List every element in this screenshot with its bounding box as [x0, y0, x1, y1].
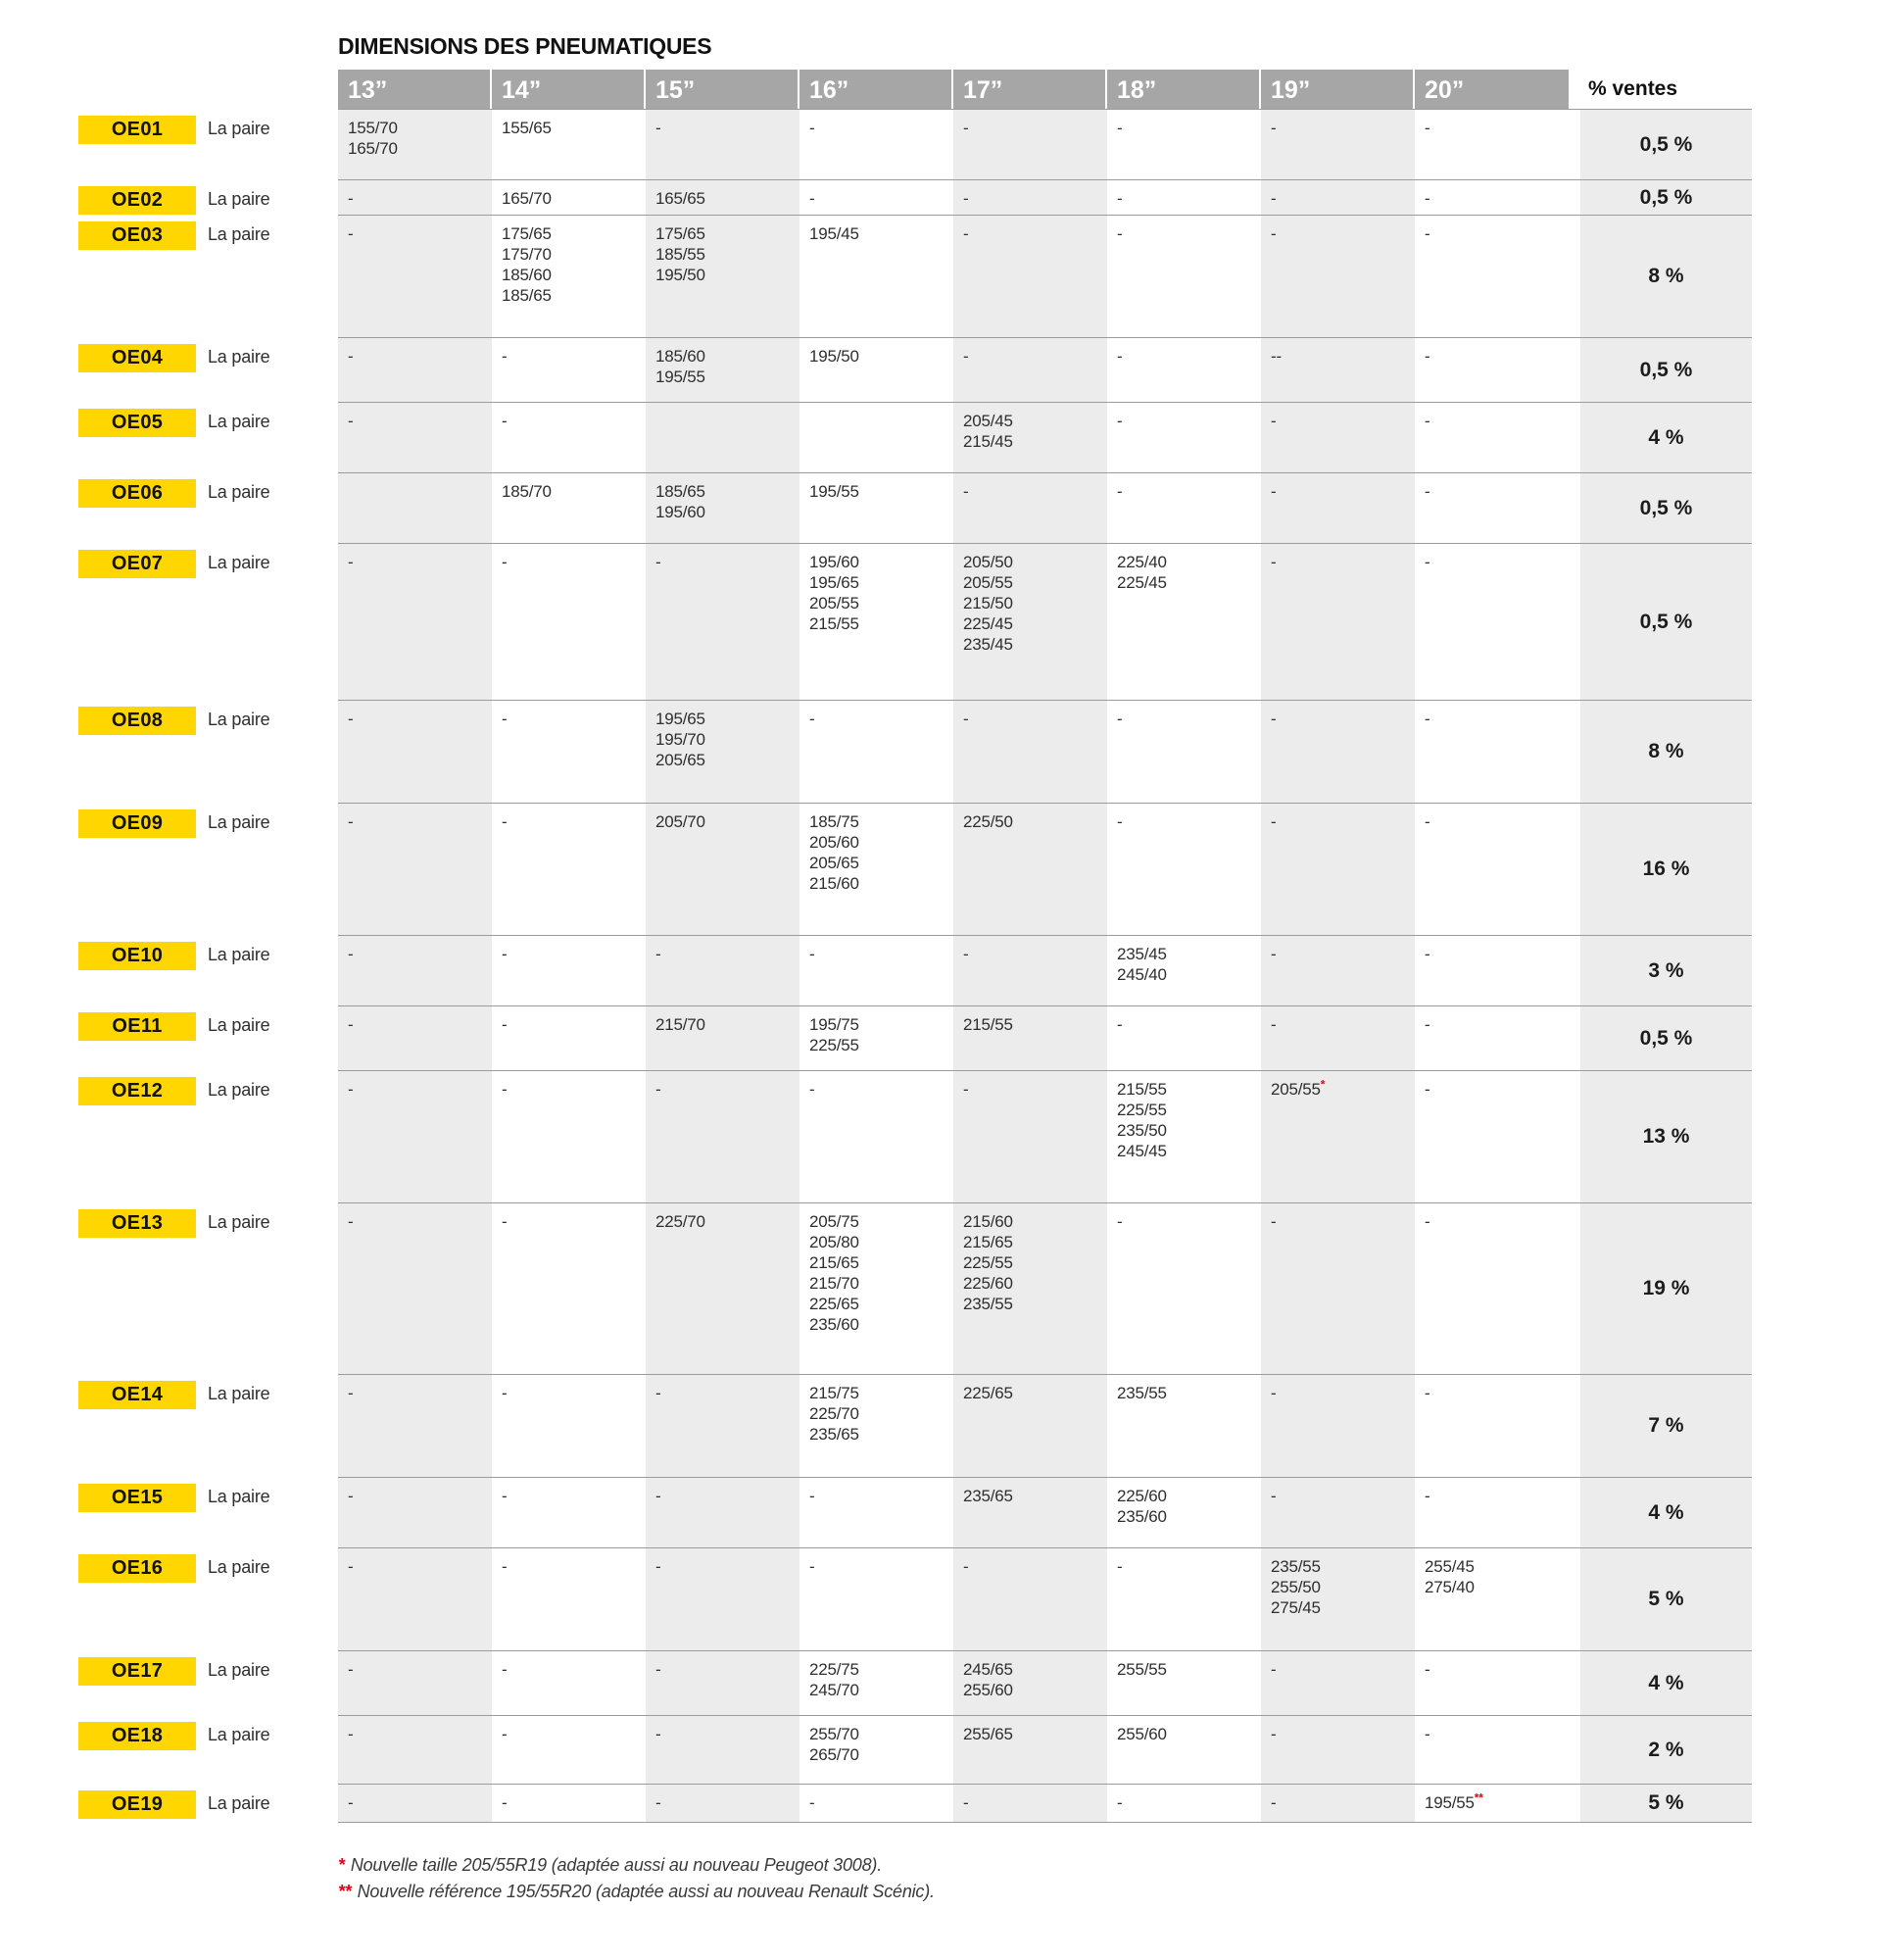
size-cell: -	[953, 935, 1107, 1005]
row-label	[78, 1374, 338, 1477]
size-cell: 225/60 235/60	[1107, 1477, 1261, 1547]
column-gap	[1569, 215, 1580, 337]
header-gap	[1569, 70, 1580, 109]
sales-header: % ventes	[1580, 70, 1752, 109]
size-cell: -	[1415, 1005, 1569, 1070]
size-cell: -	[1261, 179, 1415, 215]
size-header-16: 16”	[799, 70, 953, 109]
sales-cell: 19 %	[1580, 1202, 1752, 1374]
size-cell: -	[1415, 700, 1569, 803]
size-cell: -	[799, 935, 953, 1005]
size-cell: -	[338, 700, 492, 803]
pair-label: La paire	[208, 189, 270, 209]
size-cell: -	[338, 1477, 492, 1547]
size-header-14: 14”	[492, 70, 646, 109]
product-code-badge: OE18	[78, 1722, 196, 1750]
size-header-20: 20”	[1415, 70, 1569, 109]
footnote-marker: **	[1474, 1790, 1483, 1805]
size-cell: -	[338, 179, 492, 215]
size-cell: -	[1107, 337, 1261, 402]
size-cell: -	[492, 935, 646, 1005]
column-gap	[1569, 1650, 1580, 1715]
size-cell: 215/55 225/55 235/50 245/45	[1107, 1070, 1261, 1202]
size-cell: -	[953, 337, 1107, 402]
size-cell: 195/55	[799, 472, 953, 543]
column-gap	[1569, 1202, 1580, 1374]
table-row	[78, 337, 1752, 402]
product-code-badge: OE13	[78, 1209, 196, 1238]
table-row	[78, 1374, 1752, 1477]
size-cell: 225/65	[953, 1374, 1107, 1477]
footnote-line: ** Nouvelle référence 195/55R20 (adaptée aussi au nouveau Renault Scénic).	[338, 1882, 935, 1901]
size-cell: 225/75 245/70	[799, 1650, 953, 1715]
size-cell: -	[646, 1650, 799, 1715]
product-code-badge: OE14	[78, 1381, 196, 1409]
size-cell: -	[1415, 109, 1569, 179]
size-cell: -	[492, 1202, 646, 1374]
column-gap	[1569, 700, 1580, 803]
size-header-19: 19”	[1261, 70, 1415, 109]
size-cell: -	[1107, 179, 1261, 215]
size-cell: 165/65	[646, 179, 799, 215]
row-label	[78, 1202, 338, 1374]
table-row	[78, 402, 1752, 472]
pair-label: La paire	[208, 1080, 270, 1100]
size-cell: -	[1261, 1715, 1415, 1784]
size-cell: -	[1261, 1477, 1415, 1547]
size-cell: -	[338, 1547, 492, 1650]
footnote-line: * Nouvelle taille 205/55R19 (adaptée aussi au nouveau Peugeot 3008).	[338, 1855, 883, 1875]
size-cell	[799, 402, 953, 472]
size-cell: -	[1107, 109, 1261, 179]
row-label	[78, 1070, 338, 1202]
size-cell: 195/45	[799, 215, 953, 337]
pair-label: La paire	[208, 1015, 270, 1035]
sales-cell: 0,5 %	[1580, 179, 1752, 215]
size-cell: -	[1261, 1650, 1415, 1715]
size-cell: -	[338, 803, 492, 935]
product-code-badge: OE04	[78, 344, 196, 372]
size-cell: 255/55	[1107, 1650, 1261, 1715]
row-label	[78, 472, 338, 543]
size-cell: -	[338, 1005, 492, 1070]
size-cell	[338, 472, 492, 543]
size-cell: -	[338, 1784, 492, 1823]
size-cell: -	[1107, 700, 1261, 803]
sales-cell: 0,5 %	[1580, 543, 1752, 700]
column-gap	[1569, 1374, 1580, 1477]
size-cell: -	[1415, 935, 1569, 1005]
pair-label: La paire	[208, 482, 270, 502]
size-cell: 215/60 215/65 225/55 225/60 235/55	[953, 1202, 1107, 1374]
size-cell: -	[492, 1784, 646, 1823]
product-code-badge: OE17	[78, 1657, 196, 1686]
pair-label: La paire	[208, 412, 270, 431]
table-row	[78, 1547, 1752, 1650]
row-label	[78, 543, 338, 700]
sales-cell: 5 %	[1580, 1547, 1752, 1650]
size-cell: -	[1107, 1005, 1261, 1070]
size-cell: -	[338, 1374, 492, 1477]
size-cell: 175/65 185/55 195/50	[646, 215, 799, 337]
size-cell: -	[1261, 109, 1415, 179]
size-cell: 205/55*	[1261, 1070, 1415, 1202]
size-cell: -	[1415, 1070, 1569, 1202]
size-cell: -	[799, 1784, 953, 1823]
product-code-badge: OE08	[78, 707, 196, 735]
page-title: DIMENSIONS DES PNEUMATIQUES	[338, 33, 712, 59]
table-row	[78, 1070, 1752, 1202]
size-cell: 165/70	[492, 179, 646, 215]
footnote-marker: *	[338, 1855, 345, 1875]
size-cell: -	[953, 109, 1107, 179]
size-cell: -	[799, 1070, 953, 1202]
table-row	[78, 1650, 1752, 1715]
product-code-badge: OE11	[78, 1012, 196, 1041]
product-code-badge: OE02	[78, 186, 196, 215]
row-label	[78, 179, 338, 215]
size-header-15: 15”	[646, 70, 799, 109]
size-cell: -	[646, 1070, 799, 1202]
size-cell: -	[492, 1374, 646, 1477]
row-label	[78, 1784, 338, 1823]
size-cell: -	[492, 1547, 646, 1650]
product-code-badge: OE12	[78, 1077, 196, 1105]
size-cell: 205/70	[646, 803, 799, 935]
table-row	[78, 935, 1752, 1005]
size-cell: -	[492, 1005, 646, 1070]
size-cell: 205/45 215/45	[953, 402, 1107, 472]
size-header-18: 18”	[1107, 70, 1261, 109]
sales-cell: 8 %	[1580, 700, 1752, 803]
size-cell: 255/65	[953, 1715, 1107, 1784]
row-label	[78, 215, 338, 337]
size-cell: 195/60 195/65 205/55 215/55	[799, 543, 953, 700]
size-cell: -	[1415, 215, 1569, 337]
sales-cell: 4 %	[1580, 1650, 1752, 1715]
size-cell: -	[338, 1070, 492, 1202]
header-spacer	[78, 70, 338, 109]
pair-label: La paire	[208, 1384, 270, 1403]
size-cell: -	[1261, 1784, 1415, 1823]
product-code-badge: OE07	[78, 550, 196, 578]
row-label	[78, 109, 338, 179]
size-cell: -	[492, 1070, 646, 1202]
size-cell: -	[646, 1784, 799, 1823]
size-cell: -	[1261, 935, 1415, 1005]
size-cell: -	[953, 1784, 1107, 1823]
size-cell: -	[799, 1477, 953, 1547]
size-cell: -	[646, 109, 799, 179]
column-gap	[1569, 1477, 1580, 1547]
column-gap	[1569, 472, 1580, 543]
size-cell: 175/65 175/70 185/60 185/65	[492, 215, 646, 337]
column-gap	[1569, 1784, 1580, 1823]
size-cell: -	[338, 402, 492, 472]
size-cell: 195/75 225/55	[799, 1005, 953, 1070]
size-cell: -	[338, 1650, 492, 1715]
pair-label: La paire	[208, 1793, 270, 1813]
table-row	[78, 1784, 1752, 1823]
size-cell: -	[1415, 803, 1569, 935]
size-cell: -	[338, 1715, 492, 1784]
sales-cell: 13 %	[1580, 1070, 1752, 1202]
size-cell: -	[953, 472, 1107, 543]
size-cell: -	[1415, 1650, 1569, 1715]
size-cell: -	[1107, 402, 1261, 472]
size-cell: 245/65 255/60	[953, 1650, 1107, 1715]
size-cell: -	[1415, 337, 1569, 402]
size-cell: 185/60 195/55	[646, 337, 799, 402]
size-cell: 215/75 225/70 235/65	[799, 1374, 953, 1477]
size-cell: 185/65 195/60	[646, 472, 799, 543]
size-cell: 215/70	[646, 1005, 799, 1070]
size-cell: -	[1415, 1374, 1569, 1477]
size-cell: 225/40 225/45	[1107, 543, 1261, 700]
column-gap	[1569, 109, 1580, 179]
size-cell: -	[1107, 1784, 1261, 1823]
size-cell: -	[1107, 215, 1261, 337]
size-cell: -	[1261, 803, 1415, 935]
column-gap	[1569, 179, 1580, 215]
sales-cell: 4 %	[1580, 1477, 1752, 1547]
size-cell: -	[1415, 1202, 1569, 1374]
size-cell: -	[1415, 179, 1569, 215]
row-label	[78, 803, 338, 935]
size-cell: -	[646, 1547, 799, 1650]
size-cell: -	[1107, 1202, 1261, 1374]
pair-label: La paire	[208, 553, 270, 572]
size-cell: -	[492, 1477, 646, 1547]
pair-label: La paire	[208, 347, 270, 367]
row-label	[78, 1715, 338, 1784]
size-cell: -	[338, 1202, 492, 1374]
size-cell: -	[1415, 543, 1569, 700]
size-cell: 195/65 195/70 205/65	[646, 700, 799, 803]
size-cell: -	[953, 1547, 1107, 1650]
pair-label: La paire	[208, 1557, 270, 1577]
size-cell: -	[1107, 803, 1261, 935]
sales-cell: 5 %	[1580, 1784, 1752, 1823]
sales-cell: 0,5 %	[1580, 1005, 1752, 1070]
column-gap	[1569, 803, 1580, 935]
size-cell: 235/55 255/50 275/45	[1261, 1547, 1415, 1650]
size-cell: 185/70	[492, 472, 646, 543]
table-row	[78, 472, 1752, 543]
pair-label: La paire	[208, 1487, 270, 1506]
size-cell: -	[799, 1547, 953, 1650]
size-cell: -	[646, 1374, 799, 1477]
size-cell: 215/55	[953, 1005, 1107, 1070]
size-cell: 235/55	[1107, 1374, 1261, 1477]
size-cell: -	[492, 1715, 646, 1784]
product-code-badge: OE01	[78, 116, 196, 144]
size-header-17: 17”	[953, 70, 1107, 109]
row-label	[78, 1477, 338, 1547]
size-cell: 225/50	[953, 803, 1107, 935]
column-gap	[1569, 402, 1580, 472]
size-cell: -	[492, 700, 646, 803]
sales-cell: 3 %	[1580, 935, 1752, 1005]
row-label	[78, 402, 338, 472]
footnote-marker: **	[338, 1882, 352, 1901]
row-label	[78, 700, 338, 803]
size-cell: -	[799, 109, 953, 179]
size-cell: 155/70 165/70	[338, 109, 492, 179]
size-cell: 255/60	[1107, 1715, 1261, 1784]
size-cell: -	[1261, 543, 1415, 700]
size-cell: -	[338, 337, 492, 402]
size-cell: -	[338, 935, 492, 1005]
column-gap	[1569, 1547, 1580, 1650]
size-cell: 195/55**	[1415, 1784, 1569, 1823]
sales-cell: 0,5 %	[1580, 337, 1752, 402]
pair-label: La paire	[208, 1660, 270, 1680]
row-label	[78, 1547, 338, 1650]
size-cell: 155/65	[492, 109, 646, 179]
sales-cell: 2 %	[1580, 1715, 1752, 1784]
size-cell: -	[1261, 700, 1415, 803]
size-cell: -	[338, 543, 492, 700]
size-cell: -	[1261, 215, 1415, 337]
size-cell: 255/45 275/40	[1415, 1547, 1569, 1650]
sales-cell: 8 %	[1580, 215, 1752, 337]
column-gap	[1569, 1070, 1580, 1202]
product-code-badge: OE03	[78, 221, 196, 250]
size-cell: -	[646, 1715, 799, 1784]
table-row	[78, 1477, 1752, 1547]
pair-label: La paire	[208, 224, 270, 244]
size-cell: -	[492, 402, 646, 472]
product-code-badge: OE16	[78, 1554, 196, 1583]
sales-cell: 0,5 %	[1580, 109, 1752, 179]
size-cell: -	[1415, 1477, 1569, 1547]
size-cell: -	[799, 179, 953, 215]
size-cell: -	[953, 215, 1107, 337]
size-cell: -	[1415, 472, 1569, 543]
pair-label: La paire	[208, 119, 270, 138]
tyre-dimensions-table	[78, 70, 1752, 1823]
row-label	[78, 1650, 338, 1715]
size-cell: -	[953, 179, 1107, 215]
size-header-13: 13”	[338, 70, 492, 109]
footnotes	[338, 1852, 1889, 1905]
sales-cell: 4 %	[1580, 402, 1752, 472]
table-row	[78, 1202, 1752, 1374]
table-row	[78, 1005, 1752, 1070]
table-row	[78, 700, 1752, 803]
size-cell: -	[1107, 472, 1261, 543]
table-row	[78, 803, 1752, 935]
size-cell: 195/50	[799, 337, 953, 402]
row-label	[78, 337, 338, 402]
sales-cell: 0,5 %	[1580, 472, 1752, 543]
size-cell: 235/65	[953, 1477, 1107, 1547]
sales-cell: 7 %	[1580, 1374, 1752, 1477]
table-header-row	[78, 70, 1752, 109]
pair-label: La paire	[208, 945, 270, 964]
size-cell: -	[1107, 1547, 1261, 1650]
table-row	[78, 179, 1752, 215]
table-row	[78, 109, 1752, 179]
product-code-badge: OE05	[78, 409, 196, 437]
table-row	[78, 543, 1752, 700]
product-code-badge: OE15	[78, 1484, 196, 1512]
size-cell: --	[1261, 337, 1415, 402]
size-cell: 205/50 205/55 215/50 225/45 235/45	[953, 543, 1107, 700]
size-cell: -	[1261, 1374, 1415, 1477]
column-gap	[1569, 935, 1580, 1005]
product-code-badge: OE19	[78, 1790, 196, 1819]
size-cell: -	[1261, 1005, 1415, 1070]
table-row	[78, 1715, 1752, 1784]
column-gap	[1569, 1715, 1580, 1784]
size-cell: -	[1261, 472, 1415, 543]
size-cell: -	[492, 337, 646, 402]
size-cell: -	[646, 543, 799, 700]
table-row	[78, 215, 1752, 337]
size-cell: -	[1415, 402, 1569, 472]
column-gap	[1569, 1005, 1580, 1070]
size-cell	[646, 402, 799, 472]
product-code-badge: OE10	[78, 942, 196, 970]
size-cell: -	[492, 1650, 646, 1715]
size-cell: -	[799, 700, 953, 803]
sales-cell: 16 %	[1580, 803, 1752, 935]
size-cell: -	[1261, 1202, 1415, 1374]
footnote-marker: *	[1320, 1077, 1326, 1092]
column-gap	[1569, 543, 1580, 700]
product-code-badge: OE06	[78, 479, 196, 508]
product-code-badge: OE09	[78, 809, 196, 838]
size-cell: -	[953, 700, 1107, 803]
size-cell: 235/45 245/40	[1107, 935, 1261, 1005]
size-cell: 255/70 265/70	[799, 1715, 953, 1784]
pair-label: La paire	[208, 1212, 270, 1232]
pair-label: La paire	[208, 1725, 270, 1744]
pair-label: La paire	[208, 812, 270, 832]
size-cell: -	[646, 1477, 799, 1547]
size-cell: -	[953, 1070, 1107, 1202]
size-cell: 225/70	[646, 1202, 799, 1374]
size-cell: -	[338, 215, 492, 337]
row-label	[78, 1005, 338, 1070]
size-cell: -	[492, 543, 646, 700]
column-gap	[1569, 337, 1580, 402]
size-cell: 205/75 205/80 215/65 215/70 225/65 235/60	[799, 1202, 953, 1374]
size-cell: -	[1261, 402, 1415, 472]
size-cell: -	[646, 935, 799, 1005]
size-cell: -	[1415, 1715, 1569, 1784]
size-cell: -	[492, 803, 646, 935]
size-cell: 185/75 205/60 205/65 215/60	[799, 803, 953, 935]
row-label	[78, 935, 338, 1005]
pair-label: La paire	[208, 710, 270, 729]
